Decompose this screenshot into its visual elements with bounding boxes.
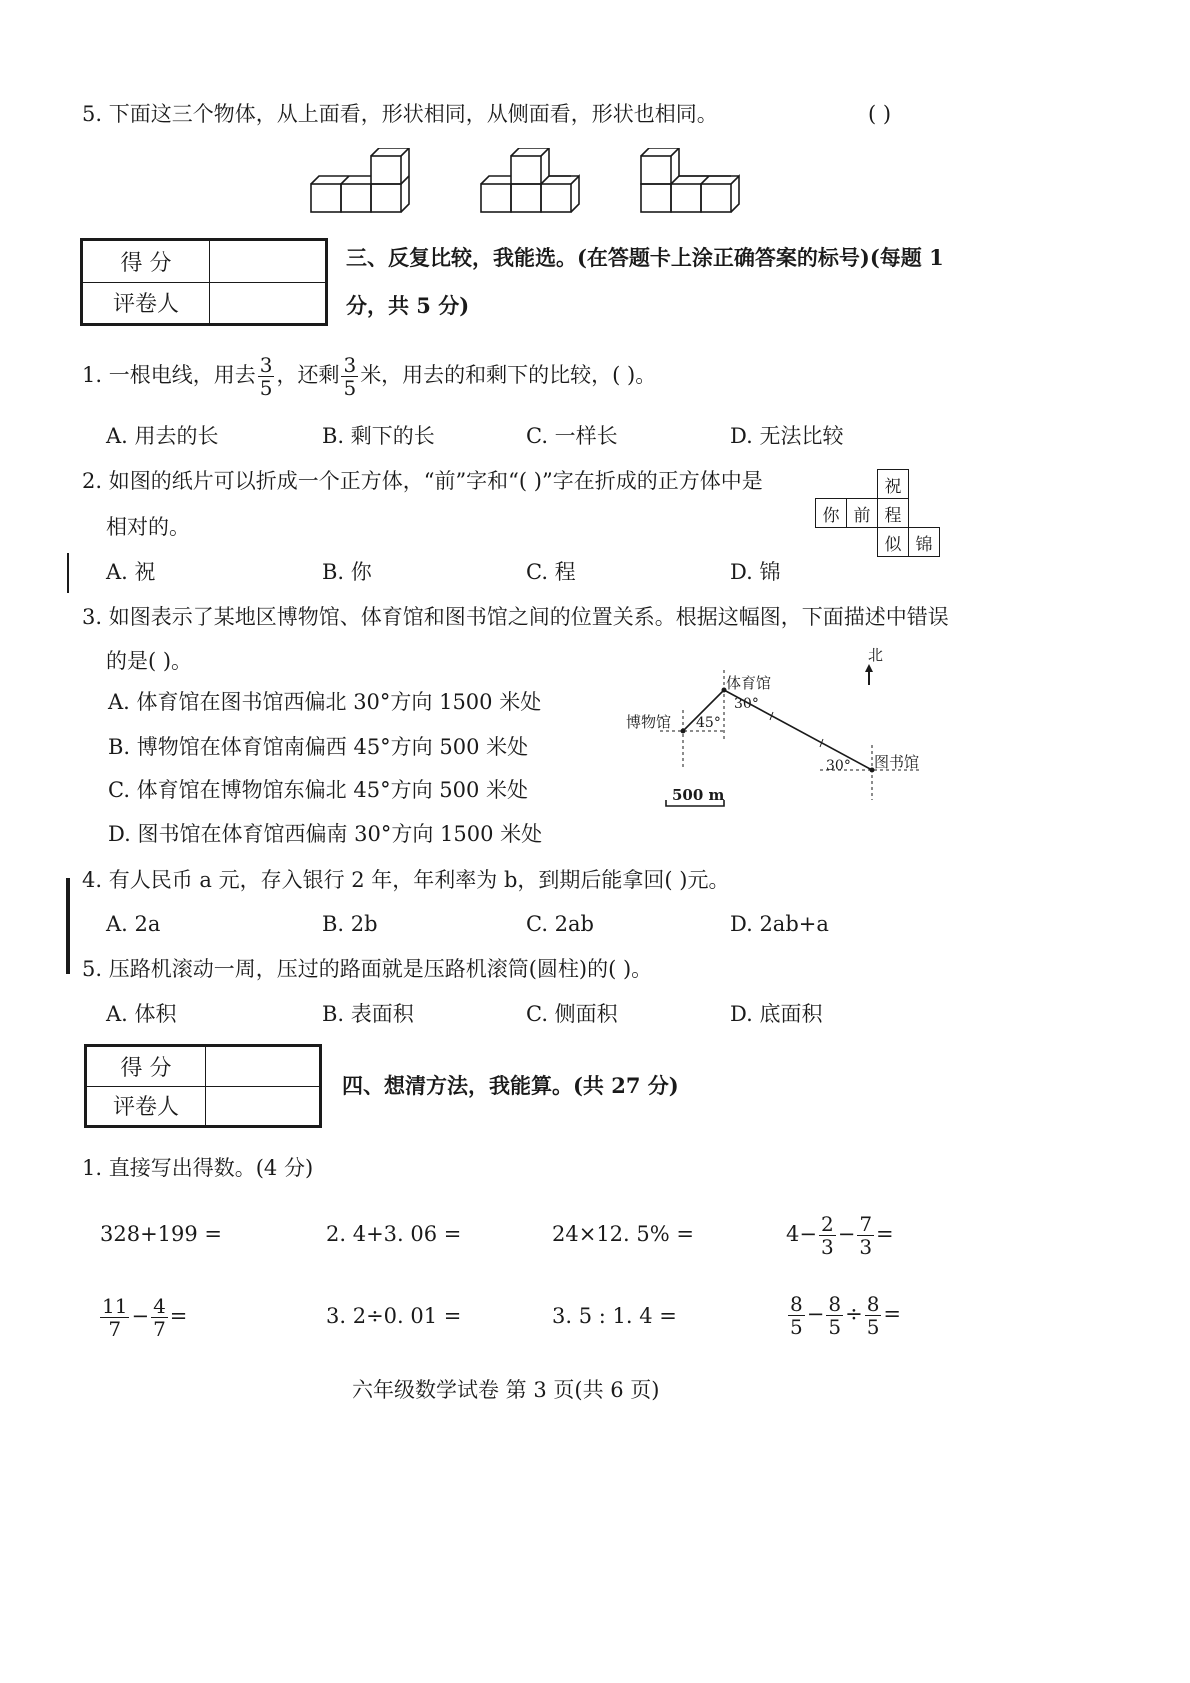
cube-net-figure [815, 469, 940, 557]
cube-object-1 [311, 148, 409, 212]
north-label: 北 [868, 646, 884, 664]
score-cell[interactable] [206, 1047, 320, 1087]
s3-q3-option-c[interactable]: C. 体育馆在博物馆东偏北 45°方向 500 米处 [108, 778, 528, 802]
s3-q1-frac2-num: 3 [343, 353, 357, 377]
calc-r1-e2: 2. 4+3. 06 = [326, 1222, 462, 1246]
net-cell: 前 [847, 499, 878, 528]
net-cell: 你 [816, 499, 847, 528]
s3-q2-line1: 2. 如图的纸片可以折成一个正方体，“前”字和“( )”字在折成的正方体中是 [82, 469, 763, 493]
s4-q1-title: 1. 直接写出得数。(4 分) [82, 1156, 314, 1180]
library-label: 图书馆 [874, 753, 920, 771]
s3-q4-option-d[interactable]: D. 2ab+a [730, 912, 829, 936]
net-cell-top: 祝 [878, 470, 909, 499]
calc-r1-e3: 24×12. 5% = [552, 1222, 694, 1246]
grader-label: 评卷人 [83, 282, 210, 324]
cube-objects-figure [305, 148, 745, 218]
s3-q2-option-b[interactable]: B. 你 [322, 560, 372, 584]
museum-label: 博物馆 [626, 713, 672, 731]
s3-q1-frac1-den: 5 [259, 376, 273, 400]
calc-r2-e1: $\frac{11}{7}$ − $\frac{4}{7}$ = [102, 1294, 188, 1341]
s3-q5-text: 5. 压路机滚动一周，压过的路面就是压路机滚筒(圆柱)的( )。 [82, 957, 653, 981]
section4-heading: 四、想清方法，我能算。(共 27 分) [342, 1073, 679, 1098]
angle-45-label: 45° [696, 715, 721, 731]
net-cell: 似 [878, 528, 909, 557]
grader-label: 评卷人 [87, 1086, 206, 1126]
score-box-section4 [84, 1044, 322, 1128]
cube-object-2 [481, 148, 579, 212]
s3-q2-option-d[interactable]: D. 锦 [730, 560, 781, 584]
section3-heading-line1: 三、反复比较，我能选。(在答题卡上涂正确答案的标号)(每题 1 [346, 245, 944, 270]
s3-q5-option-a[interactable]: A. 体积 [106, 1002, 177, 1026]
s3-q4-option-b[interactable]: B. 2b [322, 912, 378, 936]
s3-q5-option-c[interactable]: C. 侧面积 [526, 1002, 618, 1026]
s3-q5-option-b[interactable]: B. 表面积 [322, 1002, 414, 1026]
score-box-section3 [80, 238, 328, 326]
page-footer: 六年级数学试卷 第 3 页(共 6 页) [352, 1378, 660, 1402]
s3-q4-text: 4. 有人民币 a 元，存入银行 2 年，年利率为 b，到期后能拿回( )元。 [82, 868, 730, 892]
net-cell: 锦 [909, 528, 940, 557]
s3-q1-text: 1. 一根电线，用去 $\frac{3}{5}$ ，还剩 $\frac{3}{5}$ 米，用去的和剩下的比较，( )。 [82, 353, 657, 400]
scan-margin-mark [66, 878, 70, 974]
s3-q4-option-a[interactable]: A. 2a [106, 912, 161, 936]
s3-q1-option-c[interactable]: C. 一样长 [526, 424, 618, 448]
location-map-figure [620, 640, 940, 815]
s3-q3-option-b[interactable]: B. 博物馆在体育馆南偏西 45°方向 500 米处 [108, 735, 529, 759]
scale-label: 500 m [672, 786, 725, 804]
angle-30-top-label: 30° [734, 696, 759, 712]
calc-r2-e3: 3. 5 : 1. 4 = [552, 1304, 677, 1328]
score-cell[interactable] [210, 241, 326, 283]
s3-q4-option-c[interactable]: C. 2ab [526, 912, 594, 936]
s3-q3-option-d[interactable]: D. 图书馆在体育馆西偏南 30°方向 1500 米处 [108, 822, 543, 846]
calc-r1-e4: 4− $\frac{2}{3}$ − $\frac{7}{3}$ = [786, 1212, 894, 1259]
calc-r2-e4: $\frac{8}{5}$ − $\frac{8}{5}$ ÷ $\frac{8}{5}$ = [790, 1292, 902, 1339]
s3-q2-line2: 相对的。 [106, 515, 190, 539]
cube-object-3 [641, 148, 739, 212]
score-label: 得 分 [87, 1047, 206, 1087]
section3-heading-line2: 分，共 5 分) [346, 293, 470, 318]
calc-r1-e1: 328+199 = [100, 1222, 223, 1246]
q5-top-bracket: ( ) [868, 102, 892, 126]
s3-q2-option-c[interactable]: C. 程 [526, 560, 576, 584]
s3-q5-option-d[interactable]: D. 底面积 [730, 1002, 823, 1026]
score-label: 得 分 [83, 241, 210, 283]
stadium-label: 体育馆 [726, 674, 772, 692]
s3-q3-line2: 的是( )。 [106, 649, 193, 673]
angle-30-bottom-label: 30° [826, 758, 851, 774]
grader-cell[interactable] [210, 282, 326, 324]
grader-cell[interactable] [206, 1086, 320, 1126]
s3-q3-line1: 3. 如图表示了某地区博物馆、体育馆和图书馆之间的位置关系。根据这幅图，下面描述中错误 [82, 605, 949, 629]
s3-q1-option-a[interactable]: A. 用去的长 [106, 424, 219, 448]
s3-q2-option-a[interactable]: A. 祝 [106, 560, 156, 584]
s3-q3-option-a[interactable]: A. 体育馆在图书馆西偏北 30°方向 1500 米处 [108, 690, 542, 714]
scan-margin-mark [67, 553, 69, 593]
calc-r2-e2: 3. 2÷0. 01 = [326, 1304, 462, 1328]
s3-q1-option-d[interactable]: D. 无法比较 [730, 424, 844, 448]
s3-q1-frac2-den: 5 [343, 376, 357, 400]
net-cell: 程 [878, 499, 909, 528]
s3-q1-option-b[interactable]: B. 剩下的长 [322, 424, 435, 448]
q5-top-text: 5. 下面这三个物体，从上面看，形状相同，从侧面看，形状也相同。 [82, 102, 718, 126]
s3-q1-frac1-num: 3 [259, 353, 273, 377]
